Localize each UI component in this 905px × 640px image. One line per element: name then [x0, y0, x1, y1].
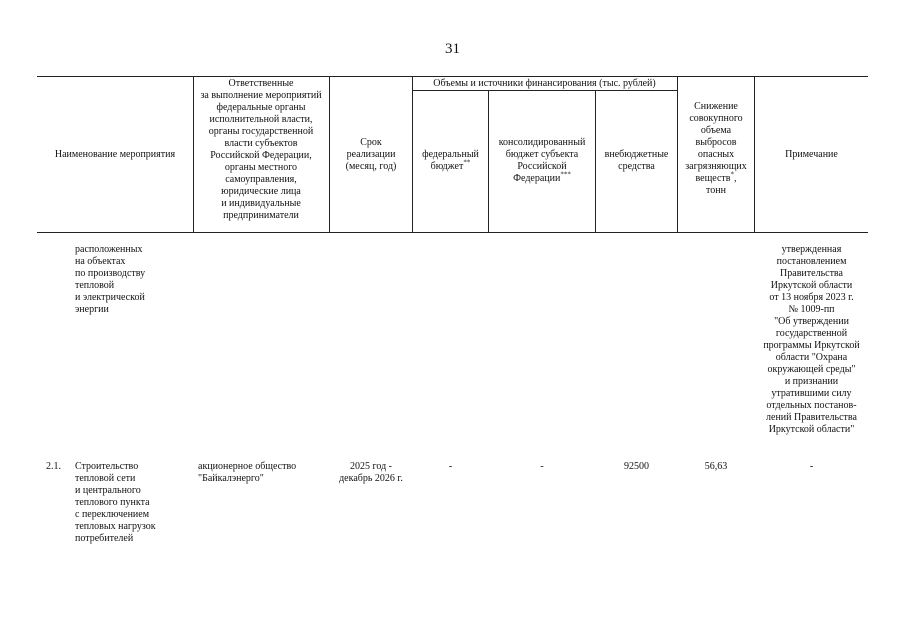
header-note: Примечание — [785, 149, 838, 160]
header-federal — [413, 149, 488, 173]
header-name: Наименование мероприятия — [54, 149, 176, 160]
header-consolidated-label: консолидированный бюджет субъекта Российской Федерации — [498, 137, 586, 184]
header-consolidated — [489, 137, 595, 185]
header-financing: Объемы и источники финансирования (тыс. рублей) — [433, 78, 656, 89]
continuation-note: утвержденная постановлением Правительства Иркутской области от 13 ноября 2023 г. № 1009-пп "Об утверждении государственной программы Иркутской области "Охрана окружающей среды" и признании утратившими силу отдельных постанов- лений Правительства Иркутской области" — [763, 244, 860, 435]
row-term: 2025 год - декабрь 2026 г. — [339, 461, 403, 484]
financing-header-divider — [412, 90, 677, 91]
footnote-mark: ** — [463, 158, 471, 167]
footnote-mark: *** — [560, 170, 571, 179]
row-reduction: 56,63 — [704, 461, 728, 472]
header-reduction-unit: , тонн — [706, 173, 737, 196]
table-top-border — [37, 76, 868, 77]
row-federal: - — [448, 461, 453, 472]
row-number: 2.1. — [46, 461, 61, 472]
header-reduction — [678, 101, 754, 197]
page-number: 31 — [445, 41, 460, 57]
row-extrabudget: 92500 — [624, 461, 649, 472]
row-note: - — [809, 461, 814, 472]
continuation-name: расположенных на объектах по производству тепловой и электрической энергии — [75, 244, 146, 315]
footnote-mark: * — [730, 170, 735, 179]
row-responsible: акционерное общество "Байкалэнерго" — [198, 461, 297, 484]
table-header-bottom-border — [37, 232, 868, 233]
header-extrabudget: внебюджетные средства — [604, 149, 669, 172]
header-federal-label: федеральный бюджет — [422, 149, 479, 172]
header-reduction-label: Снижение совокупного объема выбросов опасных загрязняющих веществ — [685, 101, 747, 184]
row-name: Строительство тепловой сети и центрального теплового пункта с переключением тепловых нагрузок потребителей — [75, 461, 156, 544]
header-responsible: Ответственные за выполнение мероприятий федеральные органы исполнительной власти, органы государственной власти субъектов Российской Федерации, органы местного самоуправления, юридические лица и индивидуальные предприниматели — [200, 78, 322, 221]
row-consolidated: - — [540, 461, 544, 472]
header-term: Срок реализации (месяц, год) — [345, 137, 397, 172]
